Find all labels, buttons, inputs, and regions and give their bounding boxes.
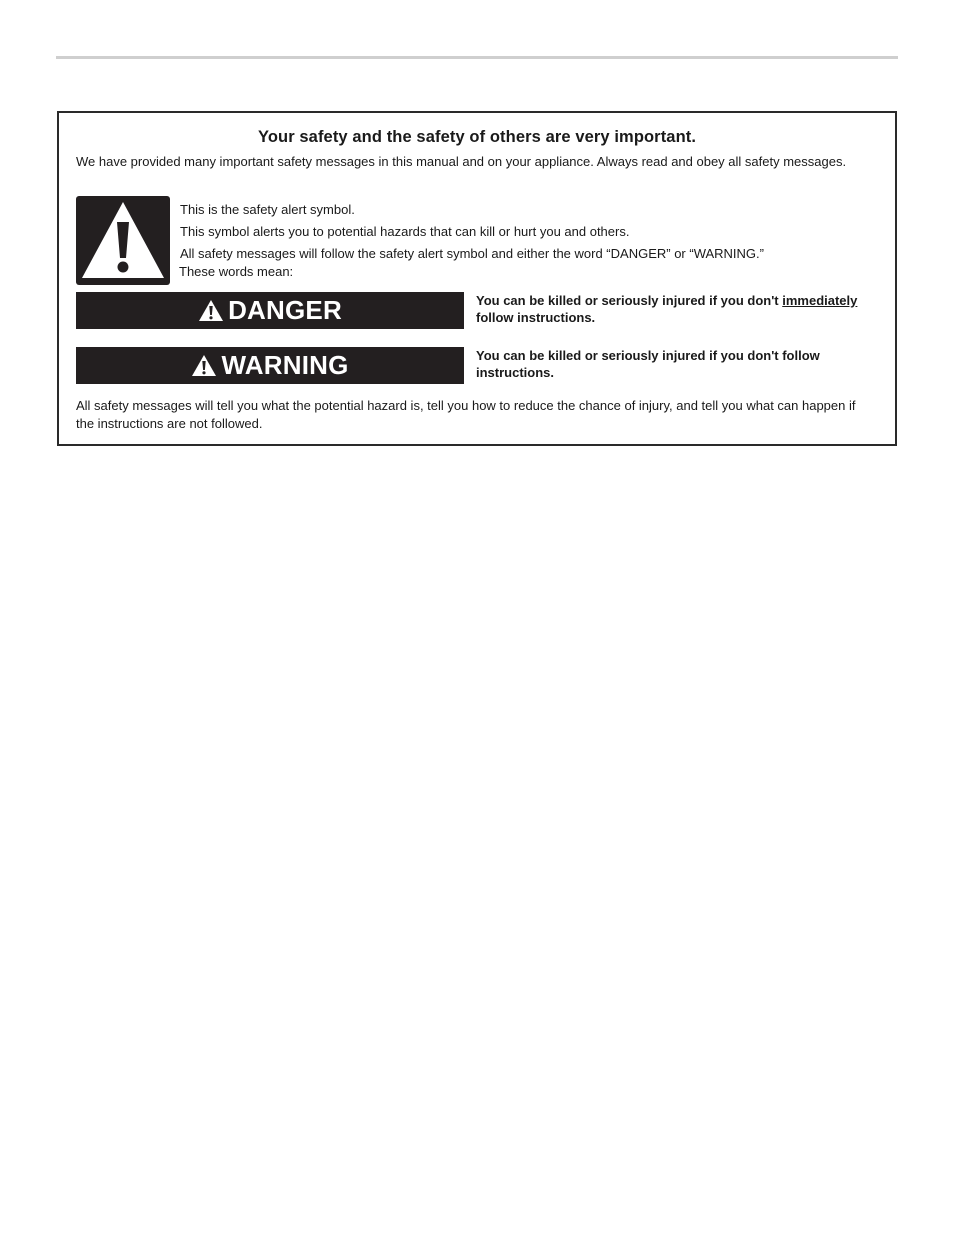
danger-desc-after: follow instructions. [476,310,596,325]
safety-box [57,111,897,446]
danger-desc-before: You can be killed or seriously injured if you don't [476,293,783,308]
symbol-line-1: This is the safety alert symbol. [180,202,355,217]
danger-desc-emphasis: immediately [782,293,858,308]
warning-triangle-icon [76,196,170,285]
symbol-line-2: This symbol alerts you to potential hazards that can kill or hurt you and others. [180,224,630,239]
danger-label: DANGER [228,295,342,325]
danger-description [476,292,896,326]
warning-triangle-icon [198,299,224,322]
danger-banner [76,292,464,329]
warning-description: You can be killed or seriously injured if you don't follow instructions. [476,348,820,380]
safety-intro: We have provided many important safety messages in this manual and on your appliance. Always read and obey all safety messages. [76,154,847,169]
warning-triangle-icon [191,354,217,377]
safety-heading: Your safety and the safety of others are very important. [257,128,697,146]
top-rule [56,56,898,59]
symbol-line-4: These words mean: [179,264,294,279]
safety-alert-symbol [76,196,170,285]
warning-banner [76,347,464,384]
symbol-line-3: All safety messages will follow the safety alert symbol and either the word “DANGER” or “WARNING.” [180,246,764,261]
warning-label: WARNING [221,350,349,380]
safety-closing: All safety messages will tell you what the potential hazard is, tell you how to reduce the chance of injury, and tell you what can happen if the instructions are not followed. [76,398,856,431]
